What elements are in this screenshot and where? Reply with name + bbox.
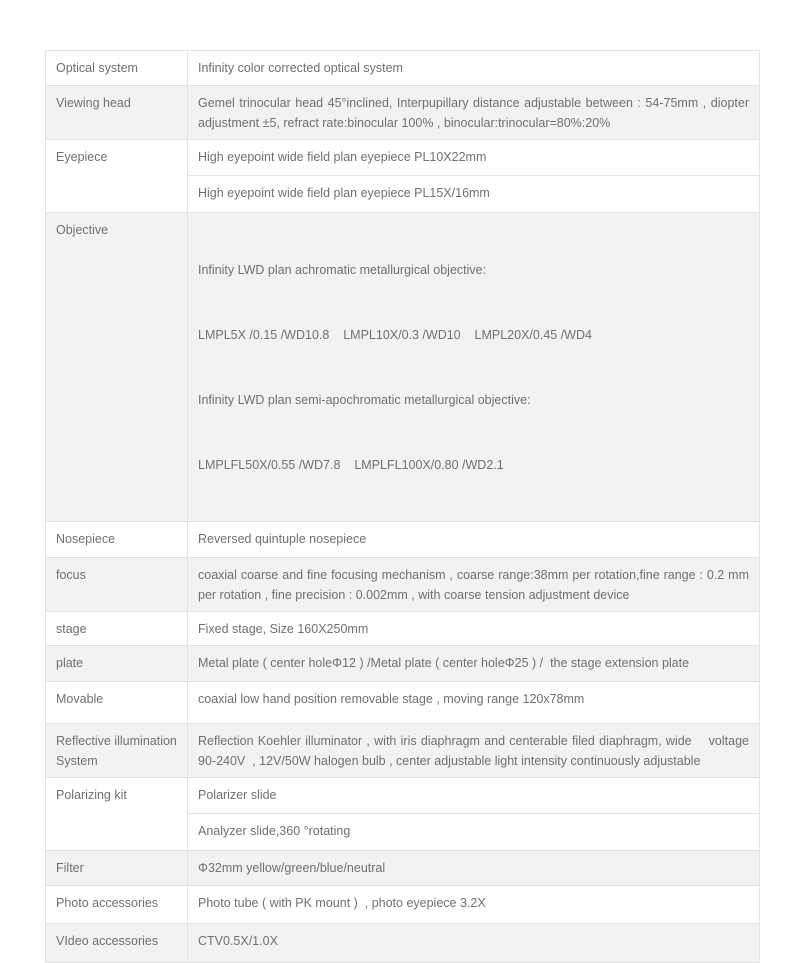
- spec-value-polarizing-kit-1: Polarizer slide: [188, 778, 760, 814]
- spec-label-filter: Filter: [46, 851, 188, 886]
- table-row: [46, 886, 760, 924]
- spec-value-polarizing-kit-2: Analyzer slide,360 °rotating: [188, 814, 760, 851]
- spec-value-filter: Φ32mm yellow/green/blue/neutral: [188, 851, 760, 886]
- spec-label-nosepiece: Nosepiece: [46, 522, 188, 558]
- spec-value-eyepiece-1: High eyepoint wide field plan eyepiece PL10X22mm: [188, 140, 760, 176]
- spec-label-reflective-illumination: Reflective illumination System: [46, 724, 188, 778]
- spec-label-plate: plate: [46, 646, 188, 682]
- objective-line-2: LMPL5X /0.15 /WD10.8 LMPL10X/0.3 /WD10 LMPL20X/0.45 /WD4: [198, 328, 592, 342]
- table-row: [46, 140, 760, 176]
- spec-value-nosepiece: Reversed quintuple nosepiece: [188, 522, 760, 558]
- spec-value-video-accessories: CTV0.5X/1.0X: [188, 924, 760, 963]
- table-row: [46, 778, 760, 814]
- spec-value-plate: Metal plate ( center holeΦ12 ) /Metal plate ( center holeΦ25 ) / the stage extension plate: [188, 646, 760, 682]
- spec-value-photo-accessories: Photo tube ( with PK mount ) , photo eyepiece 3.2X: [188, 886, 760, 924]
- spec-label-eyepiece: Eyepiece: [46, 140, 188, 213]
- table-row: [46, 522, 760, 558]
- objective-line-1: Infinity LWD plan achromatic metallurgical objective:: [198, 263, 487, 277]
- spec-label-stage: stage: [46, 612, 188, 646]
- spec-label-movable: Movable: [46, 682, 188, 724]
- spec-value-eyepiece-2: High eyepoint wide field plan eyepiece PL15X/16mm: [188, 176, 760, 213]
- spec-value-objective: [188, 213, 760, 522]
- table-row: [46, 612, 760, 646]
- spec-label-viewing-head: Viewing head: [46, 86, 188, 140]
- spec-value-optical-system: Infinity color corrected optical system: [188, 51, 760, 86]
- table-row: [46, 558, 760, 612]
- spec-label-optical-system: Optical system: [46, 51, 188, 86]
- table-row: [46, 682, 760, 724]
- spec-value-stage: Fixed stage, Size 160X250mm: [188, 612, 760, 646]
- spec-label-polarizing-kit: Polarizing kit: [46, 778, 188, 851]
- objective-line-3: Infinity LWD plan semi-apochromatic metallurgical objective:: [198, 393, 531, 407]
- table-row: [46, 51, 760, 86]
- objective-line-4: LMPLFL50X/0.55 /WD7.8 LMPLFL100X/0.80 /WD2.1: [198, 458, 504, 472]
- spec-value-movable: coaxial low hand position removable stage , moving range 120x78mm: [188, 682, 760, 724]
- spec-label-objective: Objective: [46, 213, 188, 522]
- table-row: [46, 724, 760, 778]
- spec-label-video-accessories: VIdeo accessories: [46, 924, 188, 963]
- spec-value-viewing-head: Gemel trinocular head 45°inclined, Interpupillary distance adjustable between : 54-75mm , diopter adjustment ±5, refract rate:binocular 100% , binocular:trinocular=80%:20%: [188, 86, 760, 140]
- spec-label-photo-accessories: Photo accessories: [46, 886, 188, 924]
- table-row: [46, 646, 760, 682]
- table-row: [46, 86, 760, 140]
- spec-value-reflective-illumination: Reflection Koehler illuminator , with iris diaphragm and centerable filed diaphragm, wide voltage 90-240V , 12V/50W halogen bulb , center adjustable light intensity continuously adjustable: [188, 724, 760, 778]
- spec-label-focus: focus: [46, 558, 188, 612]
- table-row: [46, 851, 760, 886]
- spec-table: [45, 50, 760, 963]
- table-row: [46, 924, 760, 963]
- table-row: [46, 213, 760, 522]
- spec-value-focus: coaxial coarse and fine focusing mechanism , coarse range:38mm per rotation,fine range : 0.2 mm per rotation , fine precision : 0.002mm , with coarse tension adjustment device: [188, 558, 760, 612]
